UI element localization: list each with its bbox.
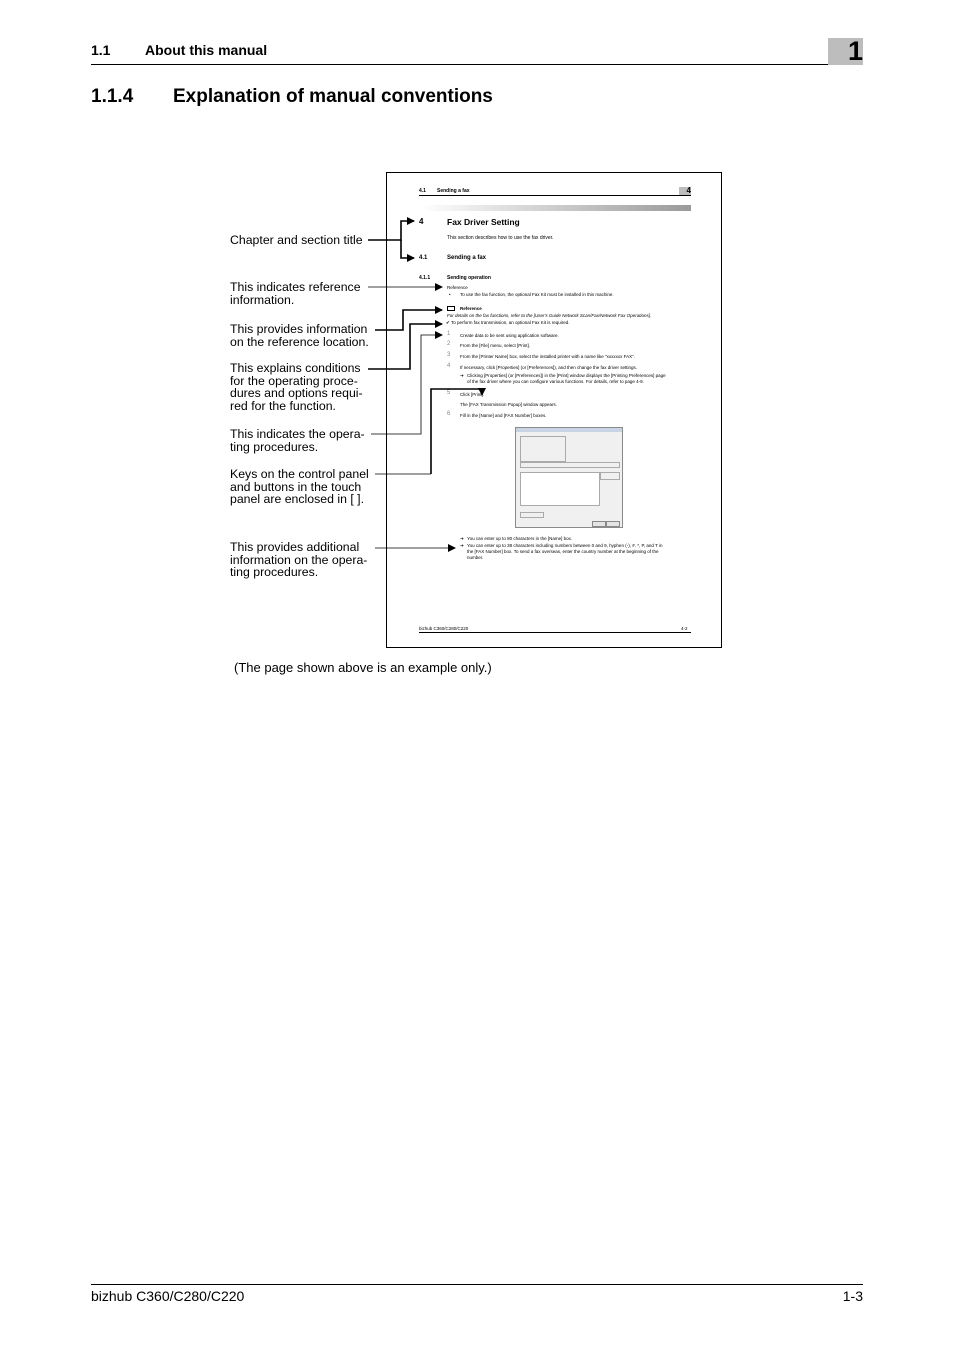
- sample-tip: the [FAX Number] box. To send a fax overseas, enter the country number at the beginning of the: [467, 549, 659, 554]
- sample-step-text: From the [Printer Name] box, select the installed printer with a name like "xxxxxxx FAX".: [460, 354, 636, 359]
- sample-reference-text: For details on the fax functions, refer to the [User's Guide Network Scan/Fax/Network Fax Operations].: [447, 313, 652, 318]
- footer-model: bizhub C360/C280/C220: [91, 1288, 245, 1304]
- sample-subsection-number: 4.1.1: [419, 275, 431, 281]
- sample-step-number: 3: [447, 352, 451, 358]
- callout-conditions: This explains conditions for the operating proce-dures and options requi-red for the function.: [230, 361, 363, 413]
- sample-subsection-title: Sending operation: [447, 275, 491, 281]
- sample-step-text: Click [Print].: [460, 392, 485, 397]
- sample-chapter-heading-number: 4: [419, 217, 424, 226]
- header-section-number: 1.1: [91, 42, 111, 58]
- sample-step-text: From the [File] menu, select [Print].: [460, 343, 531, 348]
- sample-footer-page: 4-2: [681, 626, 688, 631]
- sample-step-number: 1: [447, 331, 451, 337]
- sample-step-text: Create data to be sent using application software.: [460, 333, 559, 338]
- sample-tip: You can enter up to 80 characters in the [Name] box.: [467, 536, 573, 541]
- callout-keys: Keys on the control panel and buttons in the touch panel are enclosed in [ ].: [230, 467, 369, 507]
- sample-section-number: 4.1: [419, 255, 428, 261]
- sample-reference-heading: Reference: [460, 306, 482, 311]
- sample-step-text: Fill in the [Name] and [FAX Number] boxes.: [460, 413, 547, 418]
- sample-chapter-heading: Fax Driver Setting: [447, 217, 520, 227]
- sample-condition: To perform fax transmission, an optional Fax Kit is required.: [451, 320, 570, 325]
- header-section-title: About this manual: [145, 42, 268, 58]
- sample-step-result: The [FAX Transmission Popup] window appears.: [460, 402, 558, 407]
- sample-footer-model: bizhub C360/C280/C220: [419, 626, 469, 631]
- callout-reference-location: This provides information on the reference location.: [230, 322, 369, 349]
- sample-step-number: 5: [447, 390, 451, 396]
- sample-intro: This section describes how to use the fax driver.: [447, 235, 554, 241]
- sample-chapter-number: 4: [686, 186, 691, 195]
- sample-step4-note: of the fax driver where you can configure various functions. For details, refer to page 4-9.: [467, 379, 644, 384]
- section-number: 1.1.4: [91, 86, 134, 107]
- figure-caption: (The page shown above is an example only.): [234, 660, 492, 675]
- sample-header-section: 4.1: [419, 188, 426, 194]
- sample-step-number: 4: [447, 363, 451, 369]
- sample-reference-label: Reference: [447, 285, 468, 290]
- arrow-icon: ➔: [460, 536, 464, 541]
- sample-header-title: Sending a fax: [437, 188, 470, 194]
- sample-tip: number.: [467, 555, 484, 560]
- section-title: Explanation of manual conventions: [173, 86, 493, 107]
- chapter-number: 1: [847, 36, 863, 66]
- sample-reference-bullet-marker: •: [449, 292, 451, 297]
- sample-step-number: 2: [447, 341, 451, 347]
- footer-page-number: 1-3: [842, 1288, 863, 1304]
- arrow-icon: ➔: [460, 543, 464, 548]
- sample-reference-bullet: To use the fax function, the optional Fax Kit must be installed in this machine.: [460, 292, 614, 297]
- arrow-icon: ➔: [460, 373, 464, 378]
- footer-rule: [91, 1284, 863, 1285]
- sample-step-text: If necessary, click [Properties] (or [Preferences]), and then change the fax driver settings.: [460, 365, 637, 370]
- check-icon: ✔: [446, 320, 450, 325]
- callout-chapter-title: Chapter and section title: [230, 233, 363, 247]
- sample-step-number: 6: [447, 411, 451, 417]
- callout-reference-info: This indicates reference information.: [230, 280, 361, 307]
- sample-step4-note: Clicking [Properties] (or [Preferences]) in the [Print] window displays the [Printing Preferences] page: [467, 373, 666, 378]
- callout-procedures: This indicates the opera-ting procedures.: [230, 427, 365, 454]
- callout-additional-info: This provides additional information on the opera-ting procedures.: [230, 540, 368, 580]
- sample-tip: You can enter up to 38 characters including numbers between 0 and 9, hyphen (-), #, *, P, and T in: [467, 543, 663, 548]
- sample-section-title: Sending a fax: [447, 255, 487, 261]
